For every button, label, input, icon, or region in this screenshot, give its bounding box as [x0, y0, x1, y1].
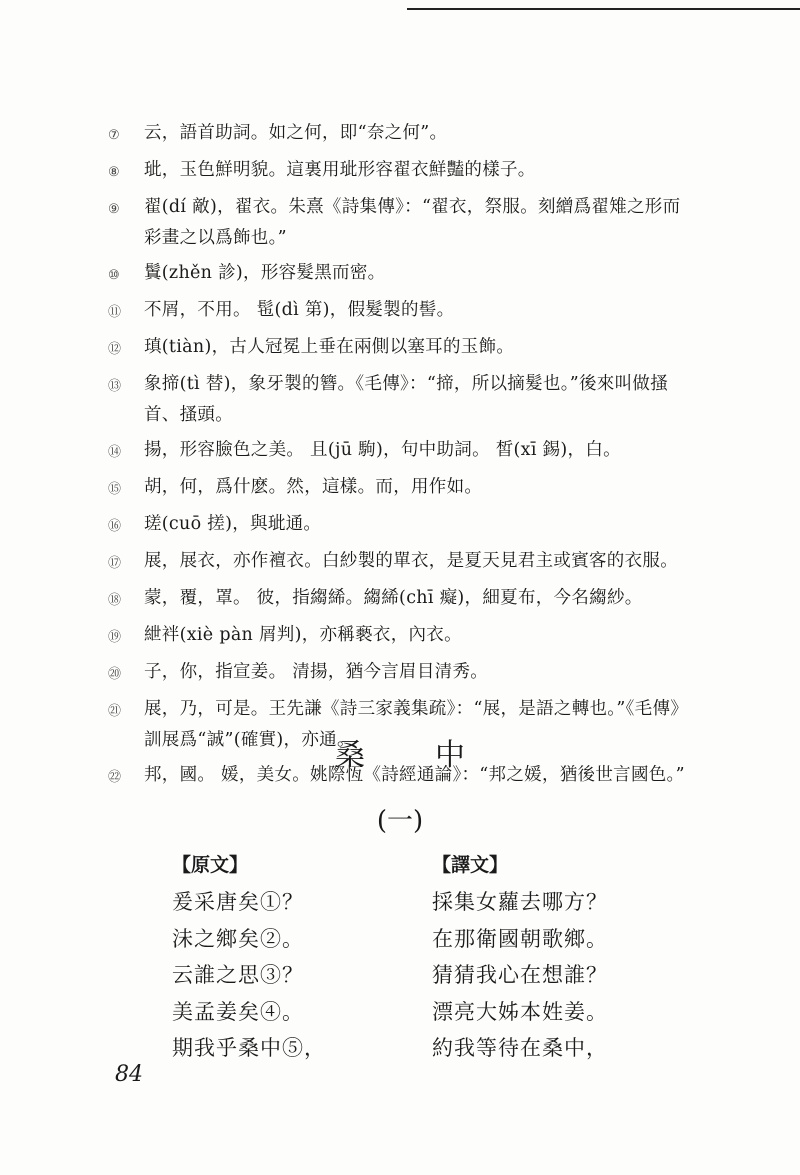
annotation-notes [108, 118, 698, 797]
note-number: ㉒ [108, 770, 122, 785]
poem-title [0, 730, 800, 774]
original-header: 【原文】 [172, 854, 249, 876]
translation-line: 在那衛國朝歌鄉。 [432, 926, 608, 951]
note-17 [108, 546, 698, 579]
note-text: 玼，玉色鮮明貌。這裏用玼形容翟衣鮮豔的樣子。 [144, 160, 536, 180]
translation-line: 漂亮大姊本姓姜。 [432, 999, 608, 1024]
section-heading: (一) [376, 806, 424, 836]
note-12 [108, 332, 698, 365]
note-number: ⑱ [108, 593, 122, 608]
original-line: 美孟姜矣④。 [172, 999, 304, 1024]
note-number: ⑮ [108, 482, 122, 497]
note-number: ⑪ [108, 305, 122, 320]
original-text-column [172, 850, 412, 1067]
note-number: ⑩ [108, 268, 120, 283]
note-11 [108, 295, 698, 328]
note-text: 子，你，指宣姜。 清揚，猶今言眉目清秀。 [144, 662, 489, 682]
note-13 [108, 369, 698, 431]
note-number: ⑰ [108, 556, 122, 571]
original-line: 期我乎桑中⑤， [172, 1036, 326, 1060]
top-rule [407, 8, 800, 10]
note-number: ⑦ [108, 128, 120, 143]
original-line: 爰采唐矣①？ [172, 890, 304, 914]
note-text: 蒙，覆，罩。 彼，指縐絺。縐絺(chī 癡)，細夏布，今名縐紗。 [144, 588, 643, 608]
note-number: ㉑ [108, 704, 122, 719]
note-text: 展，乃，可是。王先謙《詩三家義集疏》：“展，是語之轉也。”《毛傳》訓展爲“誠”(確實)，亦通。 [144, 699, 689, 750]
note-text: 紲袢(xiè pàn 屑判)，亦稱褻衣，內衣。 [144, 625, 462, 645]
original-line: 沬之鄉矣②。 [172, 926, 304, 951]
translation-line: 採集女蘿去哪方？ [432, 890, 608, 914]
note-16 [108, 509, 698, 542]
note-19 [108, 620, 698, 653]
note-text: 瑳(cuō 搓)，與玼通。 [144, 514, 322, 534]
poem-title-char: 中 [435, 738, 465, 773]
note-number: ⑫ [108, 342, 122, 357]
translation-column [432, 850, 672, 1067]
note-number: ⑬ [108, 379, 122, 394]
note-14 [108, 435, 698, 468]
note-10 [108, 258, 698, 291]
note-text: 揚，形容臉色之美。 且(jū 駒)，句中助詞。 皙(xī 錫)，白。 [144, 440, 621, 460]
note-number: ⑨ [108, 202, 120, 217]
note-text: 云，語首助詞。如之何，即“奈之何”。 [144, 123, 448, 143]
note-text: 象揥(tì 替)，象牙製的簪。《毛傳》：“揥，所以摘髮也。”後來叫做搔首、搔頭。 [144, 374, 668, 425]
page-number: 84 [115, 1062, 143, 1087]
note-18 [108, 583, 698, 616]
poem-title-char: 桑 [335, 738, 365, 773]
note-number: ⑭ [108, 445, 122, 460]
note-number: ⑲ [108, 630, 122, 645]
note-text: 翟(dí 敵)，翟衣。朱熹《詩集傳》：“翟衣，祭服。刻繒爲翟雉之形而彩畫之以爲飾也。” [144, 197, 681, 248]
note-number: ⑯ [108, 519, 122, 534]
translation-line: 猜猜我心在想誰？ [432, 963, 608, 987]
original-line: 云誰之思③？ [172, 963, 304, 987]
note-text: 展，展衣，亦作襢衣。白紗製的單衣，是夏天見君主或賓客的衣服。 [144, 551, 678, 571]
note-9 [108, 192, 698, 254]
note-text: 胡，何，爲什麽。然，這樣。而，用作如。 [144, 477, 483, 497]
translation-header: 【譯文】 [432, 854, 509, 876]
note-text: 邦，國。 媛，美女。姚際恆《詩經通論》：“邦之媛，猶後世言國色。” [144, 765, 685, 785]
note-7 [108, 118, 698, 151]
translation-line: 約我等待在桑中， [432, 1036, 608, 1060]
note-8 [108, 155, 698, 188]
note-text: 瑱(tiàn)，古人冠冕上垂在兩側以塞耳的玉飾。 [144, 337, 515, 357]
note-text: 鬒(zhěn 診)，形容髮黑而密。 [144, 263, 386, 283]
note-number: ⑧ [108, 165, 120, 180]
note-number: ⑳ [108, 667, 122, 682]
note-20 [108, 657, 698, 690]
note-15 [108, 472, 698, 505]
note-text: 不屑，不用。 髢(dì 第)，假髮製的髻。 [144, 300, 455, 320]
